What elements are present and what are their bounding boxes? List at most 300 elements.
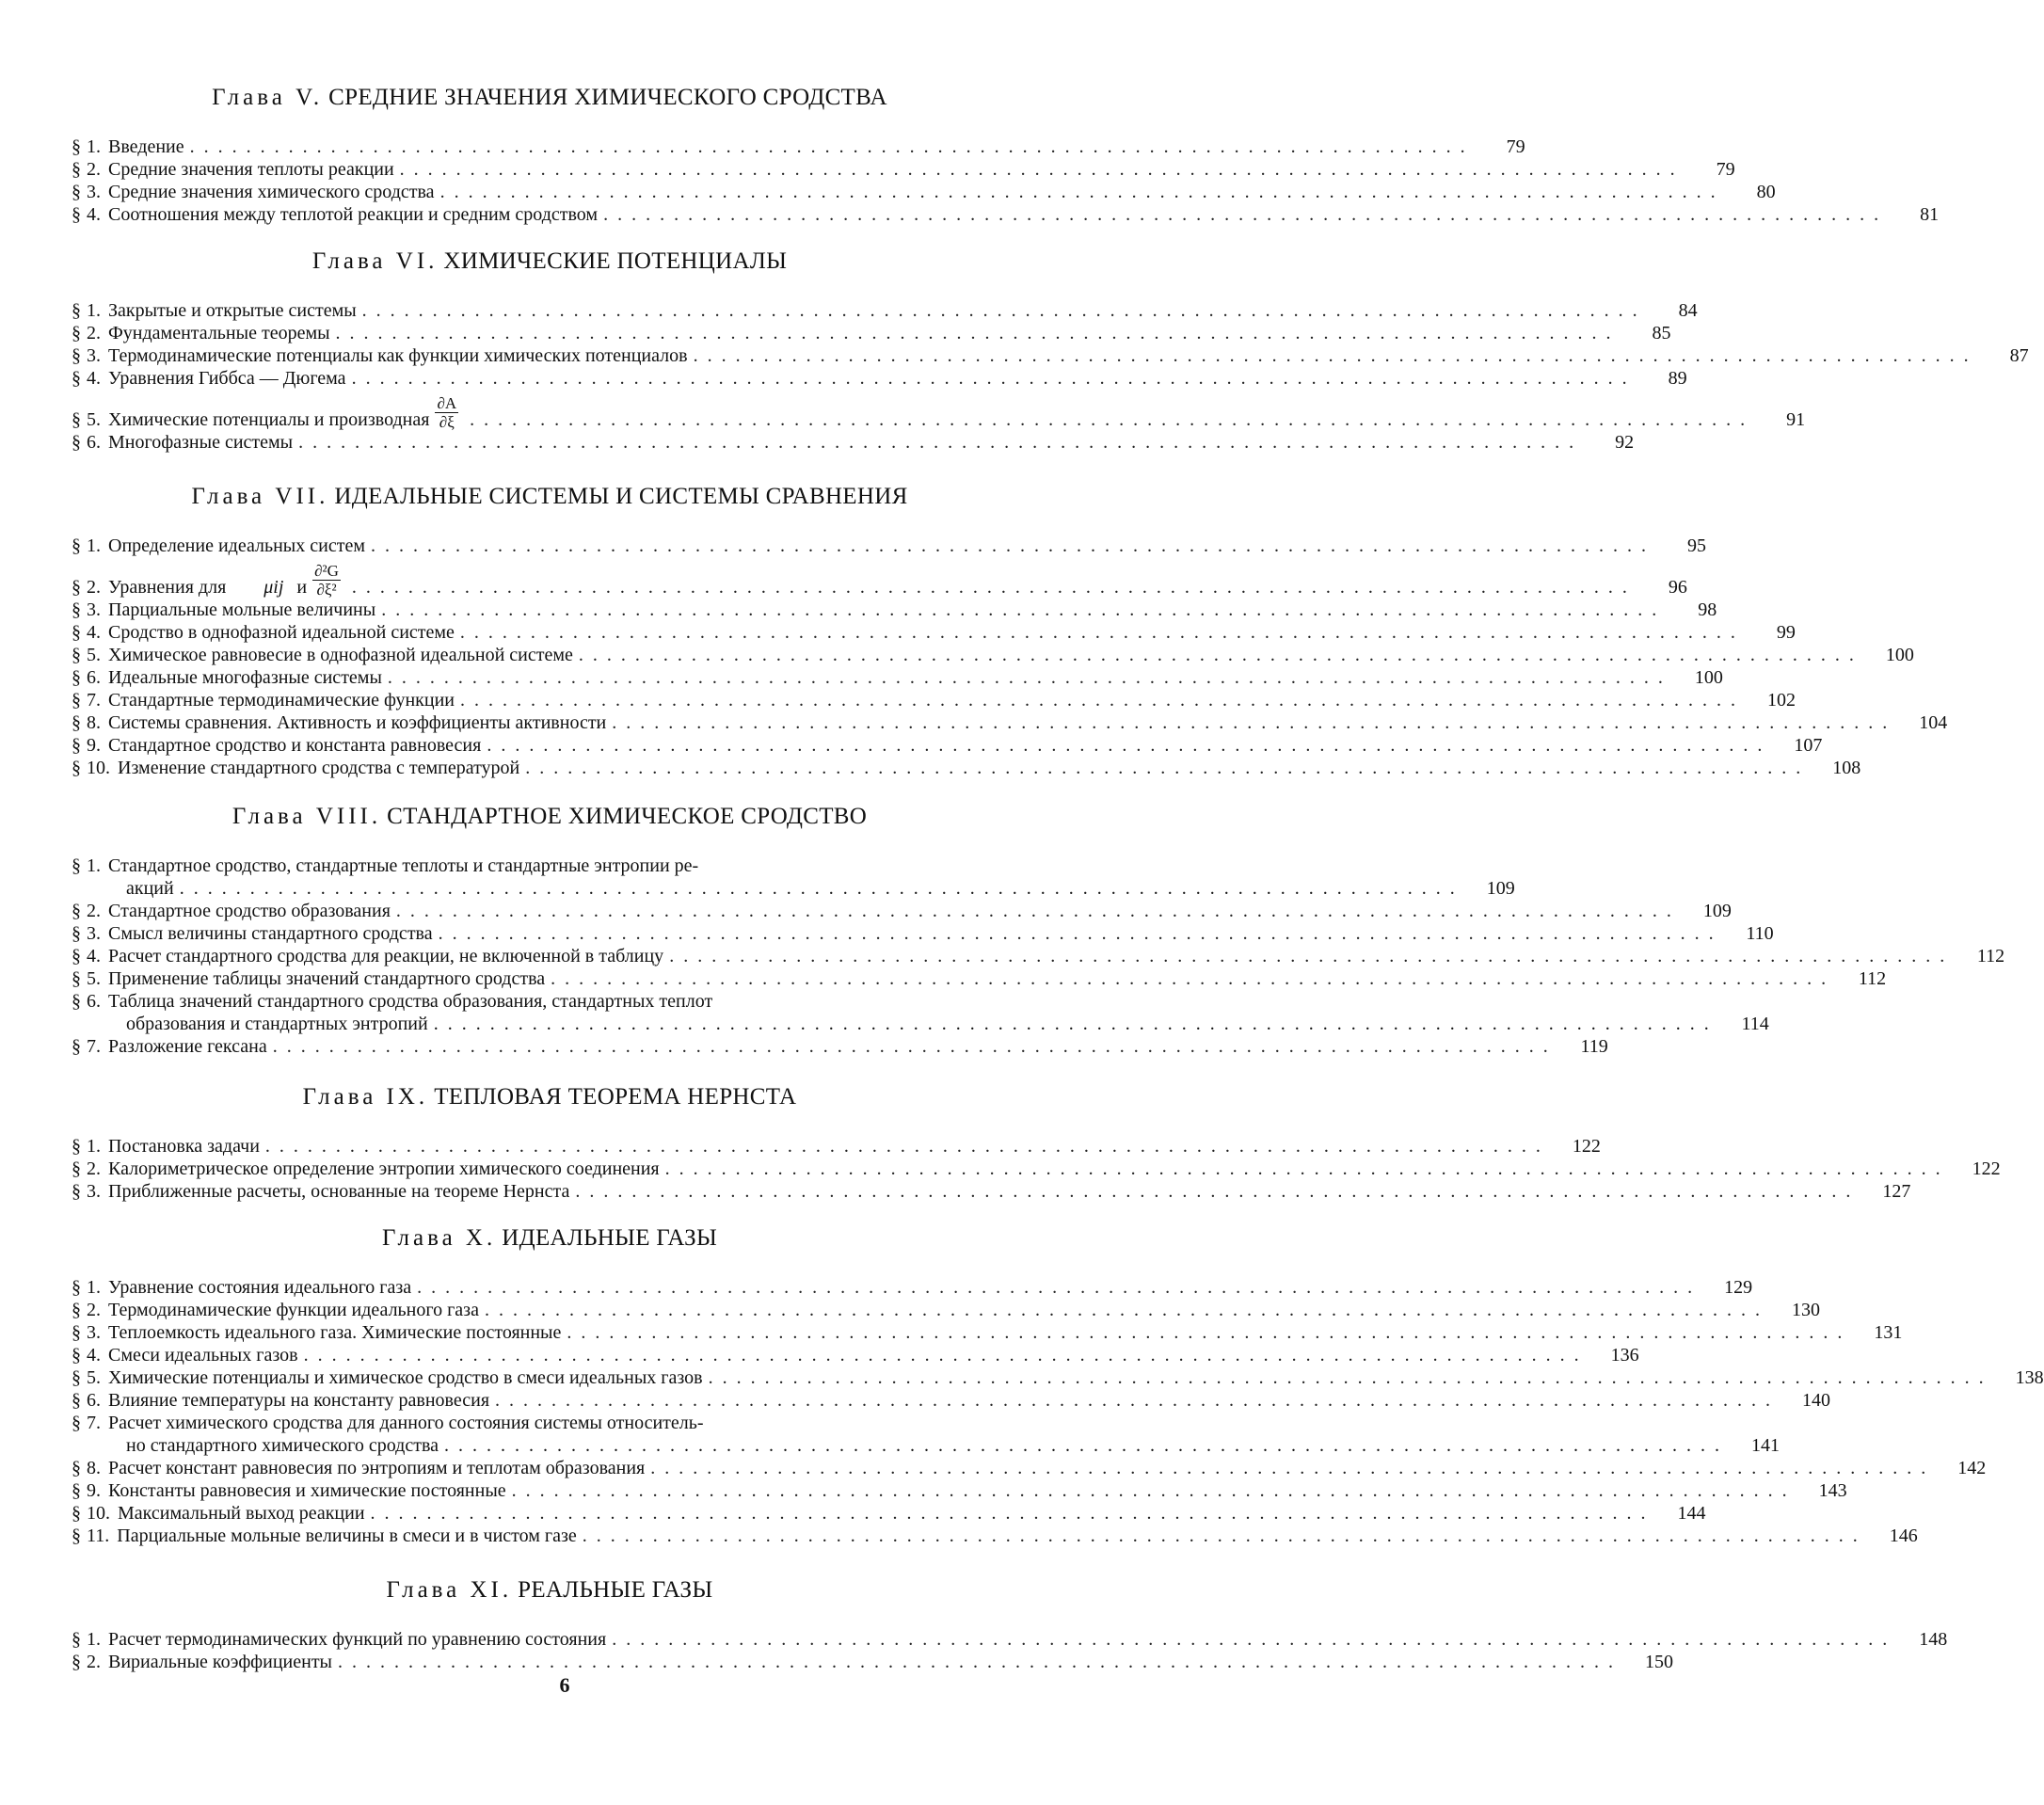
section-sign: § — [72, 622, 81, 643]
entry-number: 4. — [87, 204, 101, 225]
entry-page-number: 89 — [1668, 368, 1687, 389]
entry-page-number: 130 — [1791, 1300, 1820, 1320]
entry-page-number: 127 — [1882, 1181, 1911, 1202]
chapter-heading: ТЕПЛОВАЯ ТЕОРЕМА НЕРНСТА — [434, 1084, 797, 1110]
entry-number: 1. — [87, 855, 101, 876]
entry-number: 1. — [87, 1136, 101, 1157]
entry-title-continuation: образования и стандартных энтропий — [126, 1014, 428, 1034]
entry-page-number: 99 — [1776, 622, 1796, 643]
section-sign: § — [72, 1413, 81, 1433]
toc-list — [72, 1628, 1948, 1673]
entry-title: Максимальный выход реакции — [118, 1503, 365, 1524]
toc-entry[interactable] — [72, 431, 1635, 454]
entry-number: 2. — [87, 577, 101, 598]
toc-entry[interactable] — [72, 644, 1914, 666]
leader-dots: ........................................................................................... — [575, 1181, 1860, 1202]
toc-entry[interactable] — [72, 390, 1806, 431]
leader-dots: ........................................................................................... — [459, 622, 1745, 643]
section-sign: § — [72, 901, 81, 921]
entry-title: Расчет химического сродства для данного состояния системы относитель- — [108, 1413, 704, 1433]
entry-page-number: 119 — [1580, 1036, 1608, 1057]
entry-page-number: 122 — [1972, 1158, 2001, 1179]
entry-title: Идеальные многофазные системы — [108, 667, 382, 688]
derivative-fraction — [312, 562, 341, 599]
fraction-numerator: ∂A — [437, 394, 457, 412]
chapter-section — [72, 802, 2005, 1058]
toc-entry[interactable] — [72, 666, 1723, 689]
section-sign: § — [72, 690, 81, 711]
section-sign: § — [72, 645, 81, 665]
toc-entry[interactable] — [72, 757, 1861, 779]
entry-number: 4. — [87, 622, 101, 643]
toc-list — [72, 855, 2005, 1058]
chapter-section — [72, 247, 2029, 454]
toc-entry[interactable] — [72, 855, 1028, 877]
entry-number: 4. — [87, 1345, 101, 1366]
entry-number: 7. — [87, 1413, 101, 1433]
derivative-fraction — [435, 394, 458, 431]
section-sign: § — [72, 991, 81, 1012]
toc-entry[interactable] — [72, 945, 2005, 967]
toc-entry[interactable] — [72, 1651, 1673, 1673]
section-sign: § — [72, 345, 81, 366]
leader-dots: ........................................................................................... — [664, 1158, 1950, 1179]
section-sign: § — [72, 182, 81, 202]
entry-number: 4. — [87, 946, 101, 966]
entry-page-number: 131 — [1874, 1322, 1903, 1343]
entry-page-number: 95 — [1686, 535, 1706, 556]
section-sign: § — [72, 1300, 81, 1320]
entry-number: 2. — [87, 323, 101, 343]
entry-title: Стандартные термодинамические функции — [108, 690, 455, 711]
page-number: 6 — [559, 1673, 570, 1697]
entry-title: Парциальные мольные величины — [108, 599, 376, 620]
leader-dots: ........................................................................................... — [612, 1629, 1897, 1650]
section-sign: § — [72, 159, 81, 180]
toc-entry-continuation[interactable] — [72, 877, 1515, 900]
leader-dots: ........................................................................................... — [578, 645, 1863, 665]
entry-page-number: 107 — [1794, 735, 1823, 756]
entry-page-number: 138 — [2015, 1367, 2044, 1388]
toc-entry[interactable] — [72, 1180, 1911, 1203]
chapter-title — [72, 1575, 1028, 1605]
leader-dots: ........................................................................................... — [511, 1480, 1796, 1501]
entry-number: 3. — [87, 599, 101, 620]
chapter-heading: ИДЕАЛЬНЫЕ ГАЗЫ — [502, 1225, 718, 1251]
toc-entry[interactable] — [72, 621, 1796, 644]
toc-entry[interactable] — [72, 344, 2029, 367]
leader-dots: ........................................................................................... — [370, 1503, 1655, 1524]
toc-entry[interactable] — [72, 1525, 1918, 1547]
toc-entry[interactable] — [72, 900, 1732, 922]
leader-dots: ........................................................................................... — [179, 878, 1464, 899]
section-sign: § — [72, 968, 81, 989]
entry-page-number: 96 — [1668, 577, 1687, 598]
entry-page-number: 100 — [1694, 667, 1723, 688]
fraction-denominator: ∂ξ — [439, 413, 455, 431]
entry-number: 5. — [87, 409, 101, 430]
entry-page-number: 143 — [1818, 1480, 1847, 1501]
toc-entry[interactable] — [72, 557, 1687, 599]
entry-number: 4. — [87, 368, 101, 389]
chapter-title — [72, 1223, 1028, 1254]
entry-number: 2. — [87, 159, 101, 180]
leader-dots: ........................................................................................... — [361, 300, 1647, 321]
leader-dots: ........................................................................................... — [567, 1322, 1852, 1343]
toc-entry[interactable] — [72, 967, 1887, 990]
section-sign: § — [72, 735, 81, 756]
entry-title: Средние значения химического сродства — [108, 182, 435, 202]
entry-symbol: μij — [263, 577, 284, 598]
entry-page-number: 79 — [1506, 136, 1525, 157]
entry-number: 7. — [87, 1036, 101, 1057]
section-sign: § — [72, 1652, 81, 1672]
toc-entry-continuation[interactable] — [72, 1013, 1769, 1035]
entry-title: Сродство в однофазной идеальной системе — [108, 622, 455, 643]
entry-title: Влияние температуры на константу равновесия — [108, 1390, 490, 1411]
entry-page-number: 80 — [1756, 182, 1776, 202]
entry-page-number: 150 — [1645, 1652, 1673, 1672]
section-sign: § — [72, 1036, 81, 1057]
entry-title: Применение таблицы значений стандартного сродства — [108, 968, 546, 989]
entry-title: Приближенные расчеты, основанные на теореме Нернста — [108, 1181, 570, 1202]
section-sign: § — [72, 599, 81, 620]
entry-page-number: 114 — [1741, 1014, 1769, 1034]
chapter-label: Глава XI. — [386, 1577, 513, 1603]
section-sign: § — [72, 1136, 81, 1157]
section-sign: § — [72, 1367, 81, 1388]
toc-entry[interactable] — [72, 181, 1776, 203]
entry-title: Системы сравнения. Активность и коэффициенты активности — [108, 712, 607, 733]
leader-dots: ........................................................................................... — [351, 577, 1637, 598]
section-sign: § — [72, 855, 81, 876]
toc-entry[interactable] — [72, 158, 1735, 181]
toc-entry[interactable] — [72, 203, 1940, 226]
toc-list — [72, 1276, 2044, 1547]
toc-entry[interactable] — [72, 1502, 1706, 1525]
entry-page-number: 84 — [1678, 300, 1698, 321]
entry-title: Уравнение состояния идеального газа — [108, 1277, 412, 1298]
chapter-heading: СТАНДАРТНОЕ ХИМИЧЕСКОЕ СРОДСТВО — [387, 804, 868, 829]
entry-title: Определение идеальных систем — [108, 535, 365, 556]
entry-page-number: 112 — [1976, 946, 2005, 966]
toc-entry[interactable] — [72, 1412, 1028, 1434]
entry-title: Калориметрическое определение энтропии химического соединения — [108, 1158, 660, 1179]
section-sign: § — [72, 1390, 81, 1411]
entry-number: 1. — [87, 300, 101, 321]
chapter-label: Глава VI. — [311, 248, 439, 274]
entry-number: 8. — [87, 1458, 101, 1478]
entry-page-number: 91 — [1786, 409, 1806, 430]
chapter-label: Глава VII. — [191, 484, 329, 509]
leader-dots: ........................................................................................... — [303, 1345, 1589, 1366]
section-sign: § — [72, 1480, 81, 1501]
entry-page-number: 141 — [1751, 1435, 1781, 1456]
toc-entry[interactable] — [72, 990, 1028, 1013]
toc-entry[interactable] — [72, 1479, 1847, 1502]
leader-dots: ........................................................................................... — [603, 204, 1889, 225]
entry-page-number: 129 — [1724, 1277, 1753, 1298]
entry-title: Расчет стандартного сродства для реакции, не включенной в таблицу — [108, 946, 664, 966]
entry-page-number: 87 — [2009, 345, 2029, 366]
section-sign: § — [72, 712, 81, 733]
toc-entry[interactable] — [72, 535, 1706, 557]
chapter-title — [72, 83, 1028, 113]
toc-entry[interactable] — [72, 1276, 1753, 1299]
chapter-section — [72, 482, 1948, 779]
entry-title: Соотношения между теплотой реакции и средним сродством — [108, 204, 599, 225]
section-sign: § — [72, 1181, 81, 1202]
entry-page-number: 104 — [1919, 712, 1948, 733]
leader-dots: ........................................................................................... — [444, 1435, 1730, 1456]
toc-entry[interactable] — [72, 1299, 1820, 1321]
toc-entry[interactable] — [72, 1321, 1903, 1344]
toc-entry[interactable] — [72, 711, 1948, 734]
leader-dots: ........................................................................................... — [335, 323, 1621, 343]
chapter-section — [72, 83, 1940, 226]
entry-number: 9. — [87, 735, 101, 756]
section-sign: § — [72, 1458, 81, 1478]
section-sign: § — [72, 300, 81, 321]
entry-number: 1. — [87, 136, 101, 157]
leader-dots: ........................................................................................... — [298, 432, 1584, 453]
entry-number: 2. — [87, 1300, 101, 1320]
entry-title: Стандартное сродство образования — [108, 901, 391, 921]
entry-title: Химические потенциалы и химическое сродство в смеси идеальных газов — [108, 1367, 703, 1388]
chapter-title — [72, 1082, 1028, 1112]
entry-page-number: 100 — [1885, 645, 1914, 665]
section-sign: § — [72, 946, 81, 966]
entry-number: 6. — [87, 991, 101, 1012]
toc-entry[interactable] — [72, 322, 1671, 344]
leader-dots: ........................................................................................... — [433, 1014, 1718, 1034]
section-sign: § — [72, 323, 81, 343]
chapter-heading: ХИМИЧЕСКИЕ ПОТЕНЦИАЛЫ — [443, 248, 788, 274]
entry-page-number: 122 — [1572, 1136, 1601, 1157]
leader-dots: ........................................................................................... — [438, 923, 1723, 944]
section-sign: § — [72, 1503, 81, 1524]
entry-number: 3. — [87, 1322, 101, 1343]
section-sign: § — [72, 204, 81, 225]
entry-title: Изменение стандартного сродства с температурой — [118, 758, 520, 778]
entry-title: Термодинамические функции идеального газа — [108, 1300, 479, 1320]
chapter-heading: РЕАЛЬНЫЕ ГАЗЫ — [518, 1577, 713, 1603]
entry-title: Уравнения для — [108, 577, 227, 598]
toc-entry[interactable] — [72, 1366, 2044, 1389]
entry-page-number: 81 — [1920, 204, 1940, 225]
section-sign: § — [72, 1345, 81, 1366]
toc-entry[interactable] — [72, 734, 1823, 757]
leader-dots: ........................................................................................... — [395, 901, 1681, 921]
entry-page-number: 102 — [1767, 690, 1796, 711]
leader-dots: ........................................................................................... — [495, 1390, 1781, 1411]
fraction-numerator: ∂²G — [314, 562, 339, 580]
entry-title: Смеси идеальных газов — [108, 1345, 298, 1366]
toc-entry[interactable] — [72, 922, 1774, 945]
chapter-heading: ИДЕАЛЬНЫЕ СИСТЕМЫ И СИСТЕМЫ СРАВНЕНИЯ — [334, 484, 908, 509]
section-sign: § — [72, 535, 81, 556]
entry-page-number: 109 — [1486, 878, 1515, 899]
leader-dots: ........................................................................................... — [708, 1367, 1993, 1388]
section-sign: § — [72, 758, 81, 778]
toc-list — [72, 535, 1948, 779]
toc-entry[interactable] — [72, 599, 1717, 621]
entry-title: Многофазные системы — [108, 432, 294, 453]
section-sign: § — [72, 1158, 81, 1179]
entry-title: Разложение гексана — [108, 1036, 267, 1057]
leader-dots: ........................................................................................... — [399, 159, 1685, 180]
entry-title: Вириальные коэффициенты — [108, 1652, 332, 1672]
entry-number: 3. — [87, 1181, 101, 1202]
entry-title: Таблица значений стандартного сродства образования, стандартных теплот — [108, 991, 713, 1012]
entry-title: Стандартное сродство и константа равновесия — [108, 735, 482, 756]
entry-title: Средние значения теплоты реакции — [108, 159, 394, 180]
entry-title: Постановка задачи — [108, 1136, 260, 1157]
entry-title: Термодинамические потенциалы как функции химических потенциалов — [108, 345, 688, 366]
entry-number: 10. — [87, 1503, 110, 1524]
entry-number: 6. — [87, 1390, 101, 1411]
entry-page-number: 79 — [1716, 159, 1735, 180]
toc-entry[interactable] — [72, 1457, 1987, 1479]
toc-entry[interactable] — [72, 1035, 1608, 1058]
entry-number: 3. — [87, 345, 101, 366]
leader-dots: ........................................................................................... — [484, 1300, 1769, 1320]
entry-title-continuation: акций — [126, 878, 174, 899]
entry-number: 5. — [87, 1367, 101, 1388]
leader-dots: ........................................................................................... — [272, 1036, 1557, 1057]
entry-title: Теплоемкость идеального газа. Химические постоянные — [108, 1322, 562, 1343]
entry-conjunction: и — [296, 577, 308, 598]
entry-page-number: 85 — [1652, 323, 1671, 343]
entry-title: Введение — [108, 136, 184, 157]
entry-title: Смысл величины стандартного сродства — [108, 923, 433, 944]
section-sign: § — [72, 1322, 81, 1343]
entry-title: Химическое равновесие в однофазной идеальной системе — [108, 645, 573, 665]
toc-entry[interactable] — [72, 367, 1687, 390]
toc-entry[interactable] — [72, 136, 1525, 158]
section-sign: § — [72, 409, 81, 430]
chapter-label: Глава X. — [381, 1225, 497, 1251]
table-of-contents — [72, 83, 2044, 1673]
toc-entry-continuation[interactable] — [72, 1434, 1781, 1457]
leader-dots: ........................................................................................... — [381, 599, 1667, 620]
entry-title: Расчет констант равновесия по энтропиям и теплотам образования — [108, 1458, 646, 1478]
leader-dots: ........................................................................................... — [650, 1458, 1936, 1478]
entry-number: 3. — [87, 182, 101, 202]
entry-title: Расчет термодинамических функций по уравнению состояния — [108, 1629, 607, 1650]
toc-entry[interactable] — [72, 1158, 2001, 1180]
entry-number: 6. — [87, 432, 101, 453]
entry-number: 2. — [87, 1652, 101, 1672]
section-sign: § — [72, 577, 81, 598]
entry-number: 9. — [87, 1480, 101, 1501]
chapter-label: Глава VIII. — [232, 804, 382, 829]
entry-page-number: 146 — [1889, 1525, 1918, 1546]
entry-number: 1. — [87, 1629, 101, 1650]
leader-dots: ........................................................................................... — [439, 182, 1725, 202]
entry-page-number: 148 — [1919, 1629, 1948, 1650]
chapter-section — [72, 1082, 2001, 1203]
chapter-label: Глава IX. — [302, 1084, 429, 1110]
entry-title: Уравнения Гиббса — Дюгема — [108, 368, 346, 389]
leader-dots: ........................................................................................... — [338, 1652, 1622, 1672]
entry-number: 7. — [87, 690, 101, 711]
leader-dots: ........................................................................................... — [370, 535, 1655, 556]
entry-number: 11. — [87, 1525, 110, 1546]
entry-number: 3. — [87, 923, 101, 944]
leader-dots: ........................................................................................... — [460, 690, 1745, 711]
section-sign: § — [72, 368, 81, 389]
chapter-heading: СРЕДНИЕ ЗНАЧЕНИЯ ХИМИЧЕСКОГО СРОДСТВА — [328, 85, 887, 110]
toc-list — [72, 299, 2029, 454]
section-sign: § — [72, 136, 81, 157]
leader-dots: ........................................................................................... — [387, 667, 1672, 688]
entry-page-number: 136 — [1610, 1345, 1639, 1366]
section-sign: § — [72, 667, 81, 688]
entry-number: 1. — [87, 1277, 101, 1298]
entry-page-number: 108 — [1832, 758, 1861, 778]
entry-number: 10. — [87, 758, 110, 778]
entry-title: Стандартное сродство, стандартные теплоты и стандартные энтропии ре- — [108, 855, 699, 876]
section-sign: § — [72, 1525, 81, 1546]
leader-dots: ........................................................................................... — [693, 345, 1978, 366]
toc-entry[interactable] — [72, 1389, 1831, 1412]
chapter-section — [72, 1223, 2044, 1547]
entry-title: Константы равновесия и химические постоянные — [108, 1480, 506, 1501]
toc-entry[interactable] — [72, 689, 1796, 711]
chapter-title — [72, 802, 1028, 832]
entry-title-continuation: но стандартного химического сродства — [126, 1435, 439, 1456]
toc-entry[interactable] — [72, 1135, 1601, 1158]
leader-dots: ........................................................................................... — [189, 136, 1475, 157]
entry-title: Химические потенциалы и производная — [108, 409, 430, 430]
chapter-title — [72, 247, 1028, 277]
chapter-section — [72, 1575, 1948, 1673]
leader-dots: ........................................................................................... — [669, 946, 1955, 966]
section-sign: § — [72, 923, 81, 944]
entry-page-number: 110 — [1746, 923, 1774, 944]
toc-entry[interactable] — [72, 1344, 1639, 1366]
entry-page-number: 98 — [1698, 599, 1717, 620]
chapter-label: Глава V. — [212, 85, 324, 110]
section-sign: § — [72, 1277, 81, 1298]
entry-number: 2. — [87, 1158, 101, 1179]
leader-dots: ........................................................................................... — [551, 968, 1836, 989]
fraction-denominator: ∂ξ² — [316, 581, 337, 599]
entry-title: Парциальные мольные величины в смеси и в чистом газе — [117, 1525, 577, 1546]
entry-page-number: 140 — [1802, 1390, 1831, 1411]
toc-entry[interactable] — [72, 1628, 1948, 1651]
leader-dots: ........................................................................................... — [417, 1277, 1702, 1298]
entry-page-number: 112 — [1858, 968, 1887, 989]
entry-number: 2. — [87, 901, 101, 921]
entry-page-number: 92 — [1615, 432, 1635, 453]
entry-number: 5. — [87, 968, 101, 989]
entry-number: 1. — [87, 535, 101, 556]
toc-list — [72, 136, 1940, 226]
leader-dots: ........................................................................................... — [487, 735, 1772, 756]
leader-dots: ........................................................................................... — [612, 712, 1897, 733]
entry-number: 8. — [87, 712, 101, 733]
entry-title: Закрытые и открытые системы — [108, 300, 357, 321]
section-sign: § — [72, 1629, 81, 1650]
leader-dots: ........................................................................................... — [351, 368, 1637, 389]
leader-dots: ........................................................................................... — [525, 758, 1811, 778]
entry-number: 5. — [87, 645, 101, 665]
toc-entry[interactable] — [72, 299, 1698, 322]
leader-dots: ........................................................................................... — [470, 409, 1755, 430]
entry-page-number: 142 — [1957, 1458, 1987, 1478]
